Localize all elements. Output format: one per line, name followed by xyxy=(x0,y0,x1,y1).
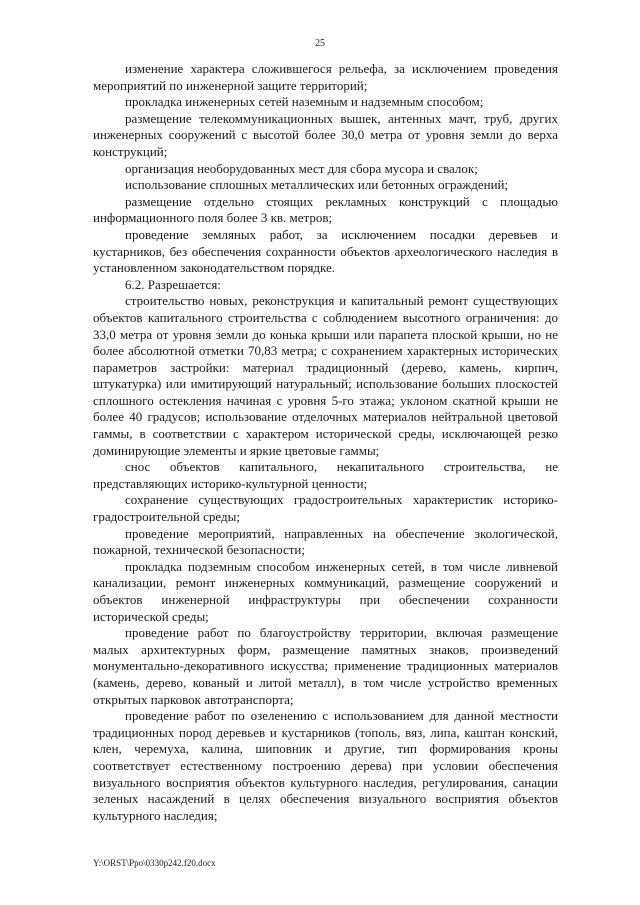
page-number: 25 xyxy=(315,38,325,49)
paragraph: использование сплошных металлических или бетонных ограждений; xyxy=(125,177,509,193)
paragraph: проведение работ по озеленению с использованием для данной местности традиционных пород деревьев и кустарников (тополь, вяз, липа, каштан конский, клен, черемуха, калина, шиповник и другие, тип формирования кроны соответствует естественному построению дерева) при условии обеспечения визуального восприятия объектов культурного наследия, регулирования, санации зеленых насаждений в целях обеспечения визуального восприятия объектов культурного наследия; xyxy=(93,708,558,823)
paragraph: проведение работ по благоустройству территории, включая размещение малых архитектурных форм, размещение памятных знаков, произведений монументально-декоративного искусства; применение традиционных материалов (камень, дерево, кованый и литой металл), в том числе устройство временных открытых парковок автотранспорта; xyxy=(93,625,558,707)
document-body xyxy=(93,61,558,824)
paragraph: прокладка инженерных сетей наземным и надземным способом; xyxy=(125,94,484,110)
paragraph: размещение отдельно стоящих рекламных конструкций с площадью информационного поля более 3 кв. метров; xyxy=(93,193,558,226)
footer-file-path: Y:\ORST\Ppo\0330p242.f20.docx xyxy=(93,858,216,868)
section-heading: 6.2. Разрешается: xyxy=(125,276,221,292)
paragraph: проведение мероприятий, направленных на обеспечение экологической, пожарной, технической безопасности; xyxy=(93,525,558,558)
paragraph: строительство новых, реконструкция и капитальный ремонт существующих объектов капитального строительства с соблюдением высотного ограничения: до 33,0 метра от уровня земли до конька крыши или парапета плоской крыши, но не более абсолютной отметки 70,83 метра; с сохранением характерных исторических параметров застройки: материал традиционный (дерево, камень, кирпич, штукатурка) или имитирующий натуральный; использование больших плоскостей сплошного остекления начиная с уровня 5-го этажа; уклоном скатной крыши не более 40 градусов; использование отделочных материалов нейтральной цветовой гаммы, в соответствии с характером исторической среды, исключающей резко доминирующие элементы и яркие цветовые гаммы; xyxy=(93,293,558,458)
paragraph: изменение характера сложившегося рельефа, за исключением проведения мероприятий по инженерной защите территорий; xyxy=(93,61,558,93)
paragraph: сохранение существующих градостроительных характеристик историко-градостроительной среды; xyxy=(93,492,558,525)
paragraph: прокладка подземным способом инженерных сетей, в том числе ливневой канализации, ремонт инженерных коммуникаций, размещение сооружений и объектов инженерной инфраструктуры при обеспечении сохранности исторической среды; xyxy=(93,558,558,624)
paragraph: организация необорудованных мест для сбора мусора и свалок; xyxy=(125,160,478,176)
paragraph: проведение земляных работ, за исключением посадки деревьев и кустарников, без обеспечения сохранности объектов археологического наследия в установленном законодательством порядке. xyxy=(93,226,558,276)
paragraph: снос объектов капитального, некапитального строительства, не представляющих историко-культурной ценности; xyxy=(93,459,558,491)
paragraph: размещение телекоммуникационных вышек, антенных мачт, труб, других инженерных сооружений с высотой более 30,0 метра от уровня земли до верха конструкций; xyxy=(93,110,558,159)
